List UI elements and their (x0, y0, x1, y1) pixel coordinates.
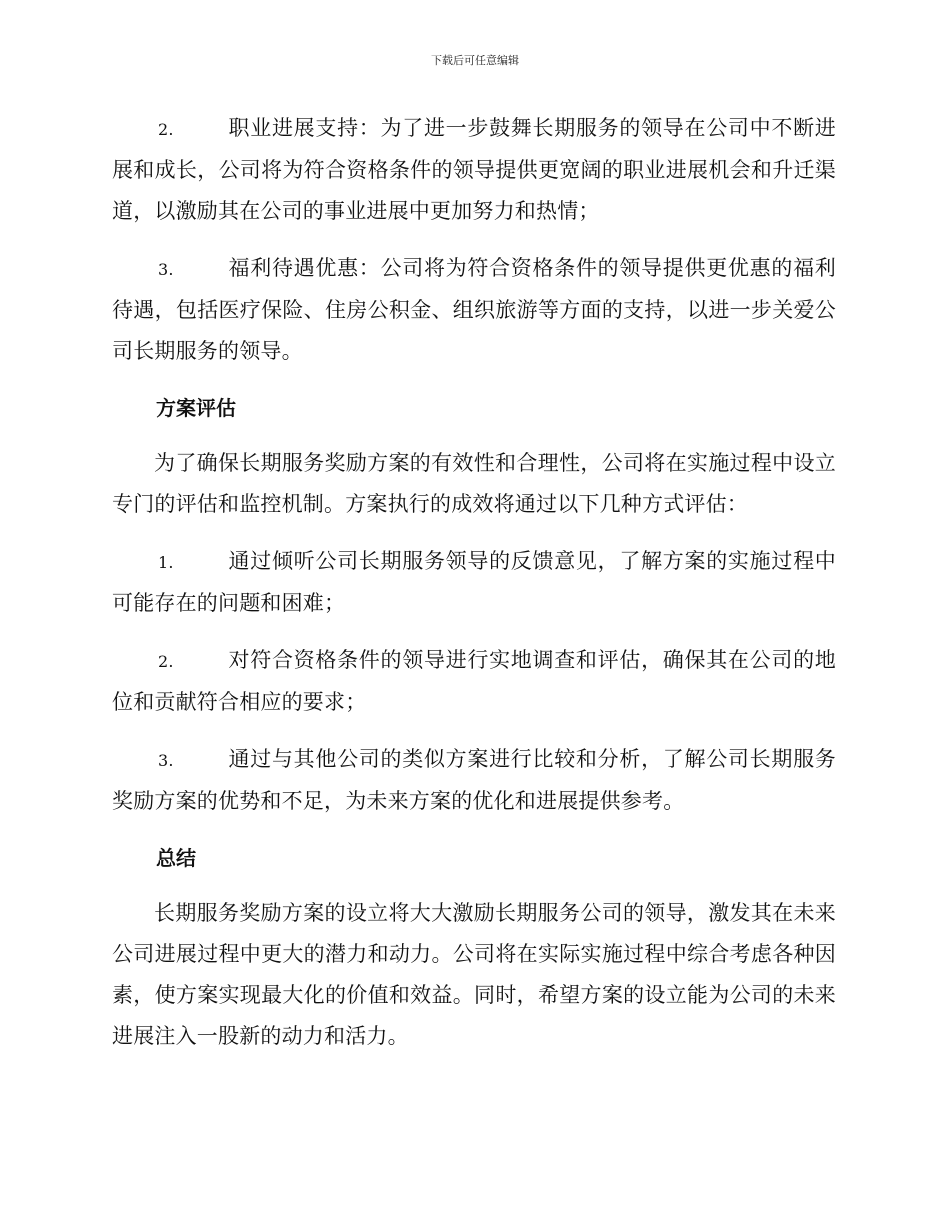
summary-paragraph: 长期服务奖励方案的设立将大大激励长期服务公司的领导，激发其在未来公司进展过程中更大的潜力和动力。公司将在实际实施过程中综合考虑各种因素，使方案实现最大化的价值和效益。同时，希望方案的设立能为公司的未来进展注入一股新的动力和活力。 (112, 901, 836, 1048)
list-item-number: 2. (158, 652, 174, 671)
evaluation-intro-paragraph: 为了确保长期服务奖励方案的有效性和合理性，公司将在实施过程中设立专门的评估和监控机制。方案执行的成效将通过以下几种方式评估： (112, 451, 836, 516)
list-item-number: 3. (158, 751, 174, 770)
list-item-text: 通过与其他公司的类似方案进行比较和分析，了解公司长期服务奖励方案的优势和不足，为未来方案的优化和进展提供参考。 (112, 747, 836, 813)
list-item (112, 739, 836, 822)
list-item (112, 248, 836, 372)
document-body (112, 108, 836, 1073)
section-heading-evaluation: 方案评估 (156, 396, 236, 420)
list-item-text: 职业进展支持：为了进一步鼓舞长期服务的领导在公司中不断进展和成长，公司将为符合资格条件的领导提供更宽阔的职业进展机会和升迁渠道，以激励其在公司的事业进展中更加努力和热情； (112, 116, 836, 223)
list-item-number: 2. (158, 120, 174, 139)
page-header: 下载后可任意编辑 (431, 54, 519, 67)
section-heading-summary: 总结 (156, 846, 196, 870)
list-item (112, 640, 836, 723)
list-item-text: 对符合资格条件的领导进行实地调查和评估，确保其在公司的地位和贡献符合相应的要求； (112, 648, 836, 714)
list-item (112, 108, 836, 232)
list-item (112, 541, 836, 624)
list-item-text: 通过倾听公司长期服务领导的反馈意见，了解方案的实施过程中可能存在的问题和困难； (112, 549, 836, 615)
list-item-number: 3. (158, 260, 174, 279)
list-item-number: 1. (158, 553, 174, 572)
list-item-text: 福利待遇优惠：公司将为符合资格条件的领导提供更优惠的福利待遇，包括医疗保险、住房公积金、组织旅游等方面的支持，以进一步关爱公司长期服务的领导。 (112, 256, 836, 363)
